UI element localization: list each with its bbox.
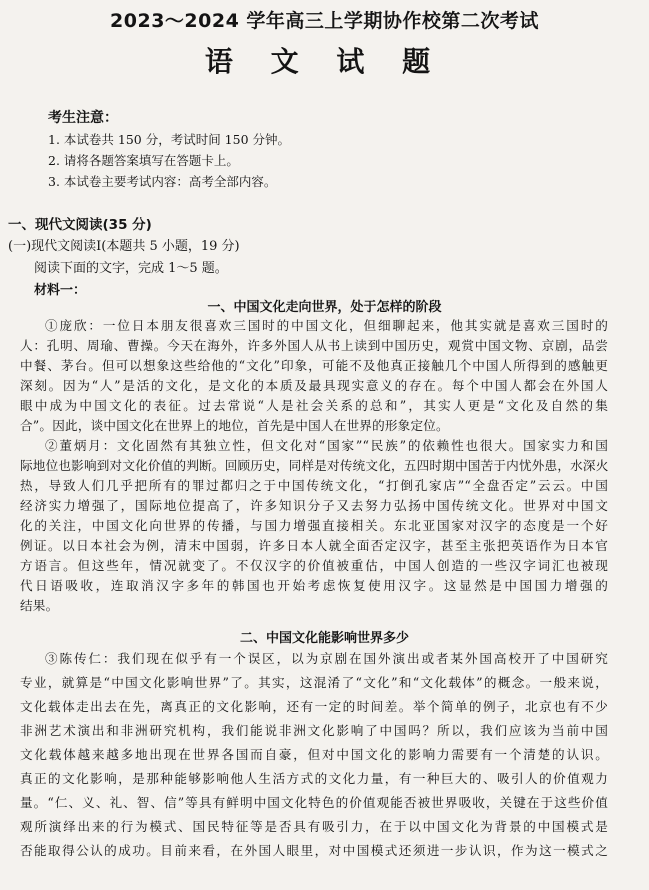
paragraph-line: ②董炳月：文化固然有其独立性，但文化对“国家”“民族”的依赖性也很大。国家实力和国 — [45, 438, 608, 453]
paragraph-line: 观所演绎出来的行为模式、国民特征等是否具有吸引力，在于以中国文化为背景的中国模式是 — [20, 819, 608, 834]
part1-heading: 一、中国文化走向世界，处于怎样的阶段 — [207, 300, 442, 315]
paragraph-line: 人：孔明、周瑜、曹操。今天在海外，许多外国人从书上读到中国历史，观赏中国文物、京剧，品尝 — [20, 338, 608, 353]
notice-item: 2. 请将各题答案填写在答题卡上。 — [48, 153, 239, 168]
paragraph-line: 深刻。因为“人”是活的文化，是文化的本质及最具现实意义的存在。每个中国人都会在外国人 — [20, 378, 608, 393]
part2-heading: 二、中国文化能影响世界多少 — [239, 631, 409, 646]
notice-item: 3. 本试卷主要考试内容：高考全部内容。 — [48, 174, 277, 189]
paragraph-line: 代日语吸收，连取消汉字多年的韩国也开始考虑恢复使用汉字。这显然是中国国力增强的 — [20, 578, 608, 593]
material-label: 材料一： — [34, 283, 87, 298]
subsection-title: (一)现代文阅读Ⅰ(本题共 5 小题，19 分) — [8, 239, 240, 254]
paragraph-line: 结果。 — [20, 598, 59, 613]
paragraph-line: 眼中成为中国文化的表征。过去常说“人是社会关系的总和”，其实人更是“文化及自然的集 — [20, 398, 608, 413]
paragraph-line: 专业，就算是“中国文化影响世界”了。其实，这混淆了“文化”和“文化载体”的概念。一般来说， — [20, 675, 608, 690]
paragraph-line: 热，导致人们几乎把所有的罪过都归之于中国传统文化，“打倒孔家店”“全盘否定”云云。中国 — [20, 478, 608, 493]
notice-item: 1. 本试卷共 150 分，考试时间 150 分钟。 — [48, 132, 291, 147]
paragraph-line: 合”。因此，谈中国文化在世界上的地位，首先是中国人在世界的形象定位。 — [20, 418, 449, 433]
section-title: 一、现代文阅读(35 分) — [8, 217, 152, 233]
paragraph-line: 真正的文化影响，是那种能够影响他人生活方式的文化力量，有一种巨大的、吸引人的价值观力 — [20, 771, 608, 786]
paragraph-line: 非洲艺术演出和非洲研究机构，我们能说非洲文化影响了中国吗？所以，我们应该为当前中国 — [20, 723, 608, 738]
paragraph-line: 文化载体走出去在先，离真正的文化影响，还有一定的时间差。举个简单的例子，北京也有不少 — [20, 699, 608, 714]
paragraph-line: 文化载体越来越多地出现在世界各国而自豪，但对中国文化的影响力需要有一个清楚的认识。 — [20, 747, 608, 762]
notice-heading: 考生注意： — [48, 110, 118, 126]
paragraph-line: 量。“仁、义、礼、智、信”等具有鲜明中国文化特色的价值观能否被世界吸收，关键在于这些价值 — [20, 795, 608, 810]
paragraph-line: 中餐、茅台。但可以想象这些给他的“文化”印象，可能不及他真正接触几个中国人所得到的感触更 — [20, 358, 608, 373]
paragraph-line: ①庞欣：一位日本朋友很喜欢三国时的中国文化，但细聊起来，他其实就是喜欢三国时的 — [45, 318, 608, 333]
reading-instruction: 阅读下面的文字，完成 1～5 题。 — [34, 261, 228, 276]
paragraph-line: 化的关注，中国文化向世界的传播，与国力增强直接相关。东北亚国家对汉字的态度是一个好 — [20, 518, 608, 533]
exam-title: 2023～2024 学年高三上学期协作校第二次考试 — [110, 10, 539, 32]
paragraph-line: 经济实力增强了，国际地位提高了，许多知识分子又去努力弘扬中国传统文化。世界对中国文 — [20, 498, 608, 513]
paragraph-line: 际地位也影响到对文化价值的判断。回顾历史，同样是对传统文化，五四时期中国苦于内忧外患，水深火 — [20, 458, 609, 473]
paragraph-line: 例证。以日本社会为例，清末中国弱，许多日本人就全面否定汉字，甚至主张把英语作为日本官 — [20, 538, 608, 553]
paragraph-line: 否能取得公认的成功。目前来看，在外国人眼里，对中国模式还须进一步认识，作为这一模式之 — [20, 843, 608, 858]
subject-title: 语 文 试 题 — [204, 45, 445, 78]
paragraph-line: ③陈传仁：我们现在似乎有一个误区，以为京剧在国外演出或者某外国高校开了中国研究 — [45, 651, 608, 666]
paragraph-line: 方语言。但这些年，情况就变了。不仅汉字的价值被重估，中国人创造的一些汉字词汇也被现 — [20, 558, 608, 573]
